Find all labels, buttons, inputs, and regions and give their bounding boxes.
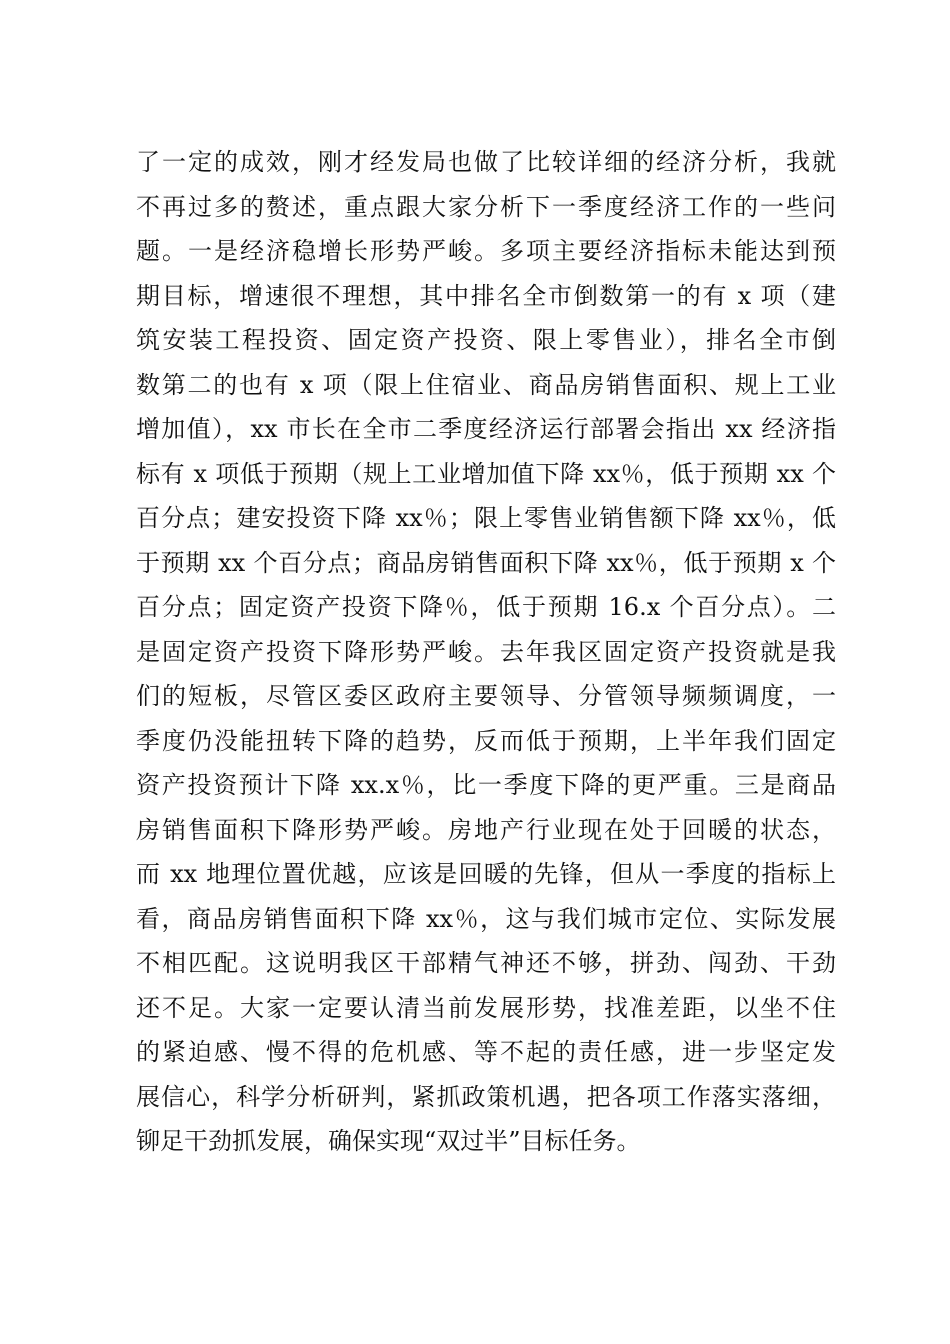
text-line: 展信心，科学分析研判，紧抓政策机遇，把各项工作落实落细， <box>136 1082 836 1111</box>
text-line: 的紧迫感、慢不得的危机感、等不起的责任感，进一步坚定发 <box>136 1038 836 1066</box>
text-line: 于预期 xx 个百分点；商品房销售面积下降 xx％，低于预期 x 个 <box>136 548 836 577</box>
text-line: 筑安装工程投资、固定资产投资、限上零售业），排名全市倒 <box>136 326 836 354</box>
text-line: 增加值），xx 市长在全市二季度经济运行部署会指出 xx 经济指 <box>136 415 836 443</box>
text-line: 资产投资预计下降 xx.x％，比一季度下降的更严重。三是商品 <box>136 771 836 799</box>
text-line: 题。一是经济稳增长形势严峻。多项主要经济指标未能达到预 <box>136 237 836 265</box>
text-line: 还不足。大家一定要认清当前发展形势，找准差距，以坐不住 <box>136 993 836 1022</box>
text-line: 不相匹配。这说明我区干部精气神还不够，拼劲、闯劲、干劲 <box>136 949 836 977</box>
text-line: 百分点；固定资产投资下降％，低于预期 16.x 个百分点）。二 <box>136 593 836 621</box>
text-line: 而 xx 地理位置优越，应该是回暖的先锋，但从一季度的指标上 <box>136 860 836 888</box>
text-line: 是固定资产投资下降形势严峻。去年我区固定资产投资就是我 <box>136 637 836 666</box>
text-line-last: 铆足干劲抓发展，确保实现“双过半”目标任务。 <box>136 1127 641 1155</box>
text-line: 标有 x 项低于预期（规上工业增加值下降 xx％，低于预期 xx 个 <box>136 459 836 488</box>
text-line: 房销售面积下降形势严峻。房地产行业现在处于回暖的状态， <box>136 815 836 844</box>
text-line: 看，商品房销售面积下降 xx％，这与我们城市定位、实际发展 <box>136 904 836 933</box>
text-line: 不再过多的赘述，重点跟大家分析下一季度经济工作的一些问 <box>136 192 836 221</box>
text-line: 了一定的成效，刚才经发局也做了比较详细的经济分析，我就 <box>136 148 836 176</box>
text-line: 数第二的也有 x 项（限上住宿业、商品房销售面积、规上工业 <box>136 370 836 399</box>
body-paragraph <box>136 140 836 1164</box>
text-line: 季度仍没能扭转下降的趋势，反而低于预期，上半年我们固定 <box>136 726 836 755</box>
text-line: 期目标，增速很不理想，其中排名全市倒数第一的有 x 项（建 <box>136 281 836 310</box>
text-line: 百分点；建安投资下降 xx％；限上零售业销售额下降 xx％，低 <box>136 504 836 532</box>
text-line: 们的短板，尽管区委区政府主要领导、分管领导频频调度，一 <box>136 682 836 710</box>
